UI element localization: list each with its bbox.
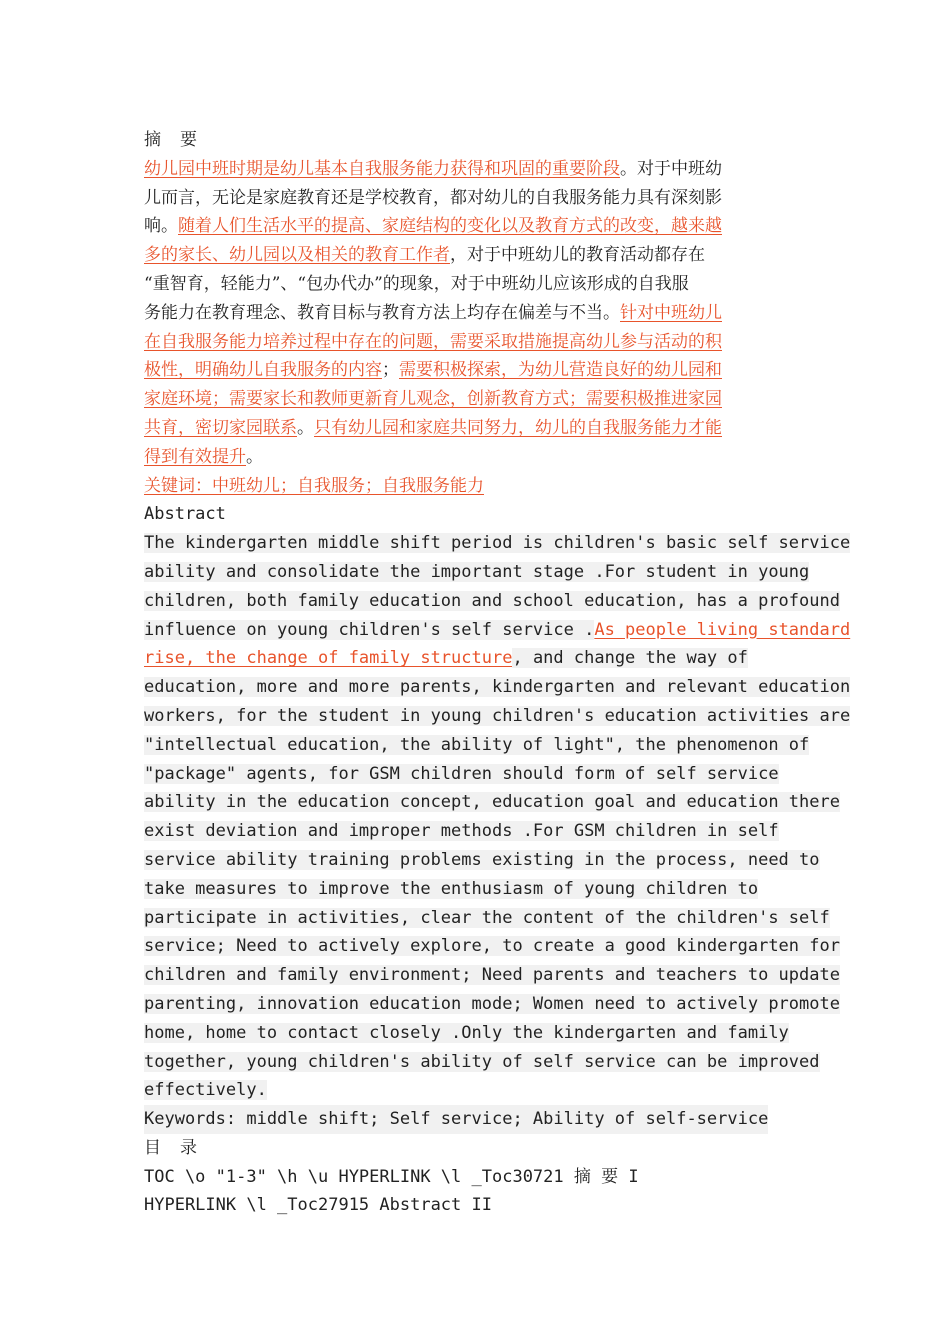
zh-abstract-heading: 摘 要 (144, 130, 204, 150)
body-text: The kindergarten middle shift period is children's basic self service (144, 533, 851, 554)
body-text: parenting, innovation education mode; Women need to actively promote (144, 993, 840, 1014)
body-text: workers, for the student in young children's education activities are (144, 705, 851, 726)
body-text: "intellectual education, the ability of light", the phenomenon of (144, 734, 810, 755)
highlighted-text: As people living standard (594, 619, 851, 640)
body-text: influence on young children's self service . (144, 619, 595, 640)
highlighted-text: rise, the change of family structure (144, 648, 513, 669)
zh-abstract-line (144, 212, 814, 241)
body-text: effectively. (144, 1080, 267, 1101)
en-abstract-line (144, 558, 814, 587)
body-text: home, home to contact closely .Only the kindergarten and family (144, 1022, 789, 1043)
en-abstract-line (144, 875, 814, 904)
toc-list (144, 1163, 814, 1221)
toc-entry[interactable]: HYPERLINK \l _Toc27915 Abstract II (144, 1195, 492, 1216)
highlighted-text: 需要积极探索，为幼儿营造良好的幼儿园和 (399, 360, 722, 381)
zh-abstract-line (144, 270, 814, 299)
zh-abstract-line (144, 241, 814, 270)
en-abstract-line (144, 616, 851, 645)
en-abstract-line (144, 817, 814, 846)
body-text: 。 (297, 417, 314, 438)
zh-abstract-body (144, 155, 814, 472)
en-abstract-line (144, 673, 851, 702)
body-text: participate in activities, clear the content of the children's self (144, 907, 830, 928)
en-abstract-line (144, 1048, 820, 1077)
zh-abstract-line (144, 299, 814, 328)
body-text: service ability training problems existing in the process, need to (144, 849, 820, 870)
document-page (144, 126, 851, 1220)
body-text: 儿而言，无论是家庭教育还是学校教育，都对幼儿的自我服务能力具有深刻影 (144, 187, 722, 208)
body-text: 务能力在教育理念、教育目标与教育方法上均存在偏差与不当。 (144, 302, 620, 323)
en-abstract-line (144, 904, 830, 933)
highlighted-text: 多的家长、幼儿园以及相关的教育工作者 (144, 245, 450, 266)
en-abstract-line (144, 961, 840, 990)
en-keywords: Keywords: middle shift; Self service; Ability of self-service (144, 1105, 768, 1134)
en-abstract-body (144, 529, 851, 1105)
en-abstract-line (144, 731, 814, 760)
zh-abstract-line (144, 356, 814, 385)
highlighted-text: 只有幼儿园和家庭共同努力，幼儿的自我服务能力才能 (314, 417, 722, 438)
body-text: ability and consolidate the important stage .For student in young (144, 561, 810, 582)
highlighted-text: 得到有效提升 (144, 446, 246, 467)
highlighted-text: 家庭环境；需要家长和教师更新育儿观念，创新教育方式；需要积极推进家园 (144, 389, 722, 410)
body-text: children, both family education and school education, has a profound (144, 590, 840, 611)
zh-keywords: 关键词：中班幼儿；自我服务；自我服务能力 (144, 475, 484, 496)
highlighted-text: 针对中班幼儿 (620, 302, 722, 323)
en-abstract-line (144, 846, 820, 875)
body-text: ； (382, 360, 399, 381)
highlighted-text: 极性，明确幼儿自我服务的内容 (144, 360, 382, 381)
en-abstract-line (144, 932, 840, 961)
body-text: together, young children's ability of self service can be improved (144, 1051, 820, 1072)
body-text: take measures to improve the enthusiasm of young children to (144, 878, 759, 899)
body-text: 。 (246, 446, 263, 467)
body-text: education, more and more parents, kindergarten and relevant education (144, 677, 851, 698)
body-text: “重智育，轻能力”、“包办代办”的现象，对于中班幼儿应该形成的自我服 (144, 273, 689, 294)
toc-entry[interactable]: TOC \o "1-3" \h \u HYPERLINK \l _Toc30721 摘 要 I (144, 1166, 639, 1187)
body-text: exist deviation and improper methods .For GSM children in self (144, 821, 779, 842)
highlighted-text: 幼儿园中班时期是幼儿基本自我服务能力获得和巩固的重要阶段 (144, 158, 620, 179)
en-abstract-line (144, 1019, 814, 1048)
body-text: "package" agents, for GSM children should form of self service (144, 763, 779, 784)
zh-abstract-line (144, 414, 814, 443)
toc-heading: 目 录 (144, 1137, 204, 1158)
body-text: ，对于中班幼儿的教育活动都存在 (450, 245, 705, 266)
body-text: children and family environment; Need parents and teachers to update (144, 965, 840, 986)
en-abstract-heading: Abstract (144, 504, 226, 525)
zh-abstract-line (144, 443, 814, 472)
highlighted-text: 在自我服务能力培养过程中存在的问题，需要采取措施提高幼儿参与活动的积 (144, 331, 722, 352)
zh-abstract-line (144, 155, 814, 184)
zh-abstract-line (144, 184, 814, 213)
zh-abstract-line (144, 385, 814, 414)
zh-abstract-line (144, 328, 814, 357)
body-text: service; Need to actively explore, to create a good kindergarten for (144, 936, 840, 957)
highlighted-text: 共育，密切家园联系 (144, 417, 297, 438)
en-abstract-line (144, 702, 851, 731)
en-abstract-line (144, 587, 840, 616)
en-abstract-line (144, 990, 840, 1019)
body-text: ability in the education concept, education goal and education there (144, 792, 840, 813)
en-abstract-line (144, 644, 814, 673)
en-abstract-line (144, 1076, 814, 1105)
en-abstract-line (144, 529, 851, 558)
body-text: 响。 (144, 216, 178, 237)
body-text: 。对于中班幼 (620, 158, 722, 179)
body-text: , and change the way of (512, 648, 748, 669)
en-abstract-line (144, 760, 814, 789)
en-abstract-line (144, 788, 840, 817)
highlighted-text: 随着人们生活水平的提高、家庭结构的变化以及教育方式的改变，越来越 (178, 216, 722, 237)
